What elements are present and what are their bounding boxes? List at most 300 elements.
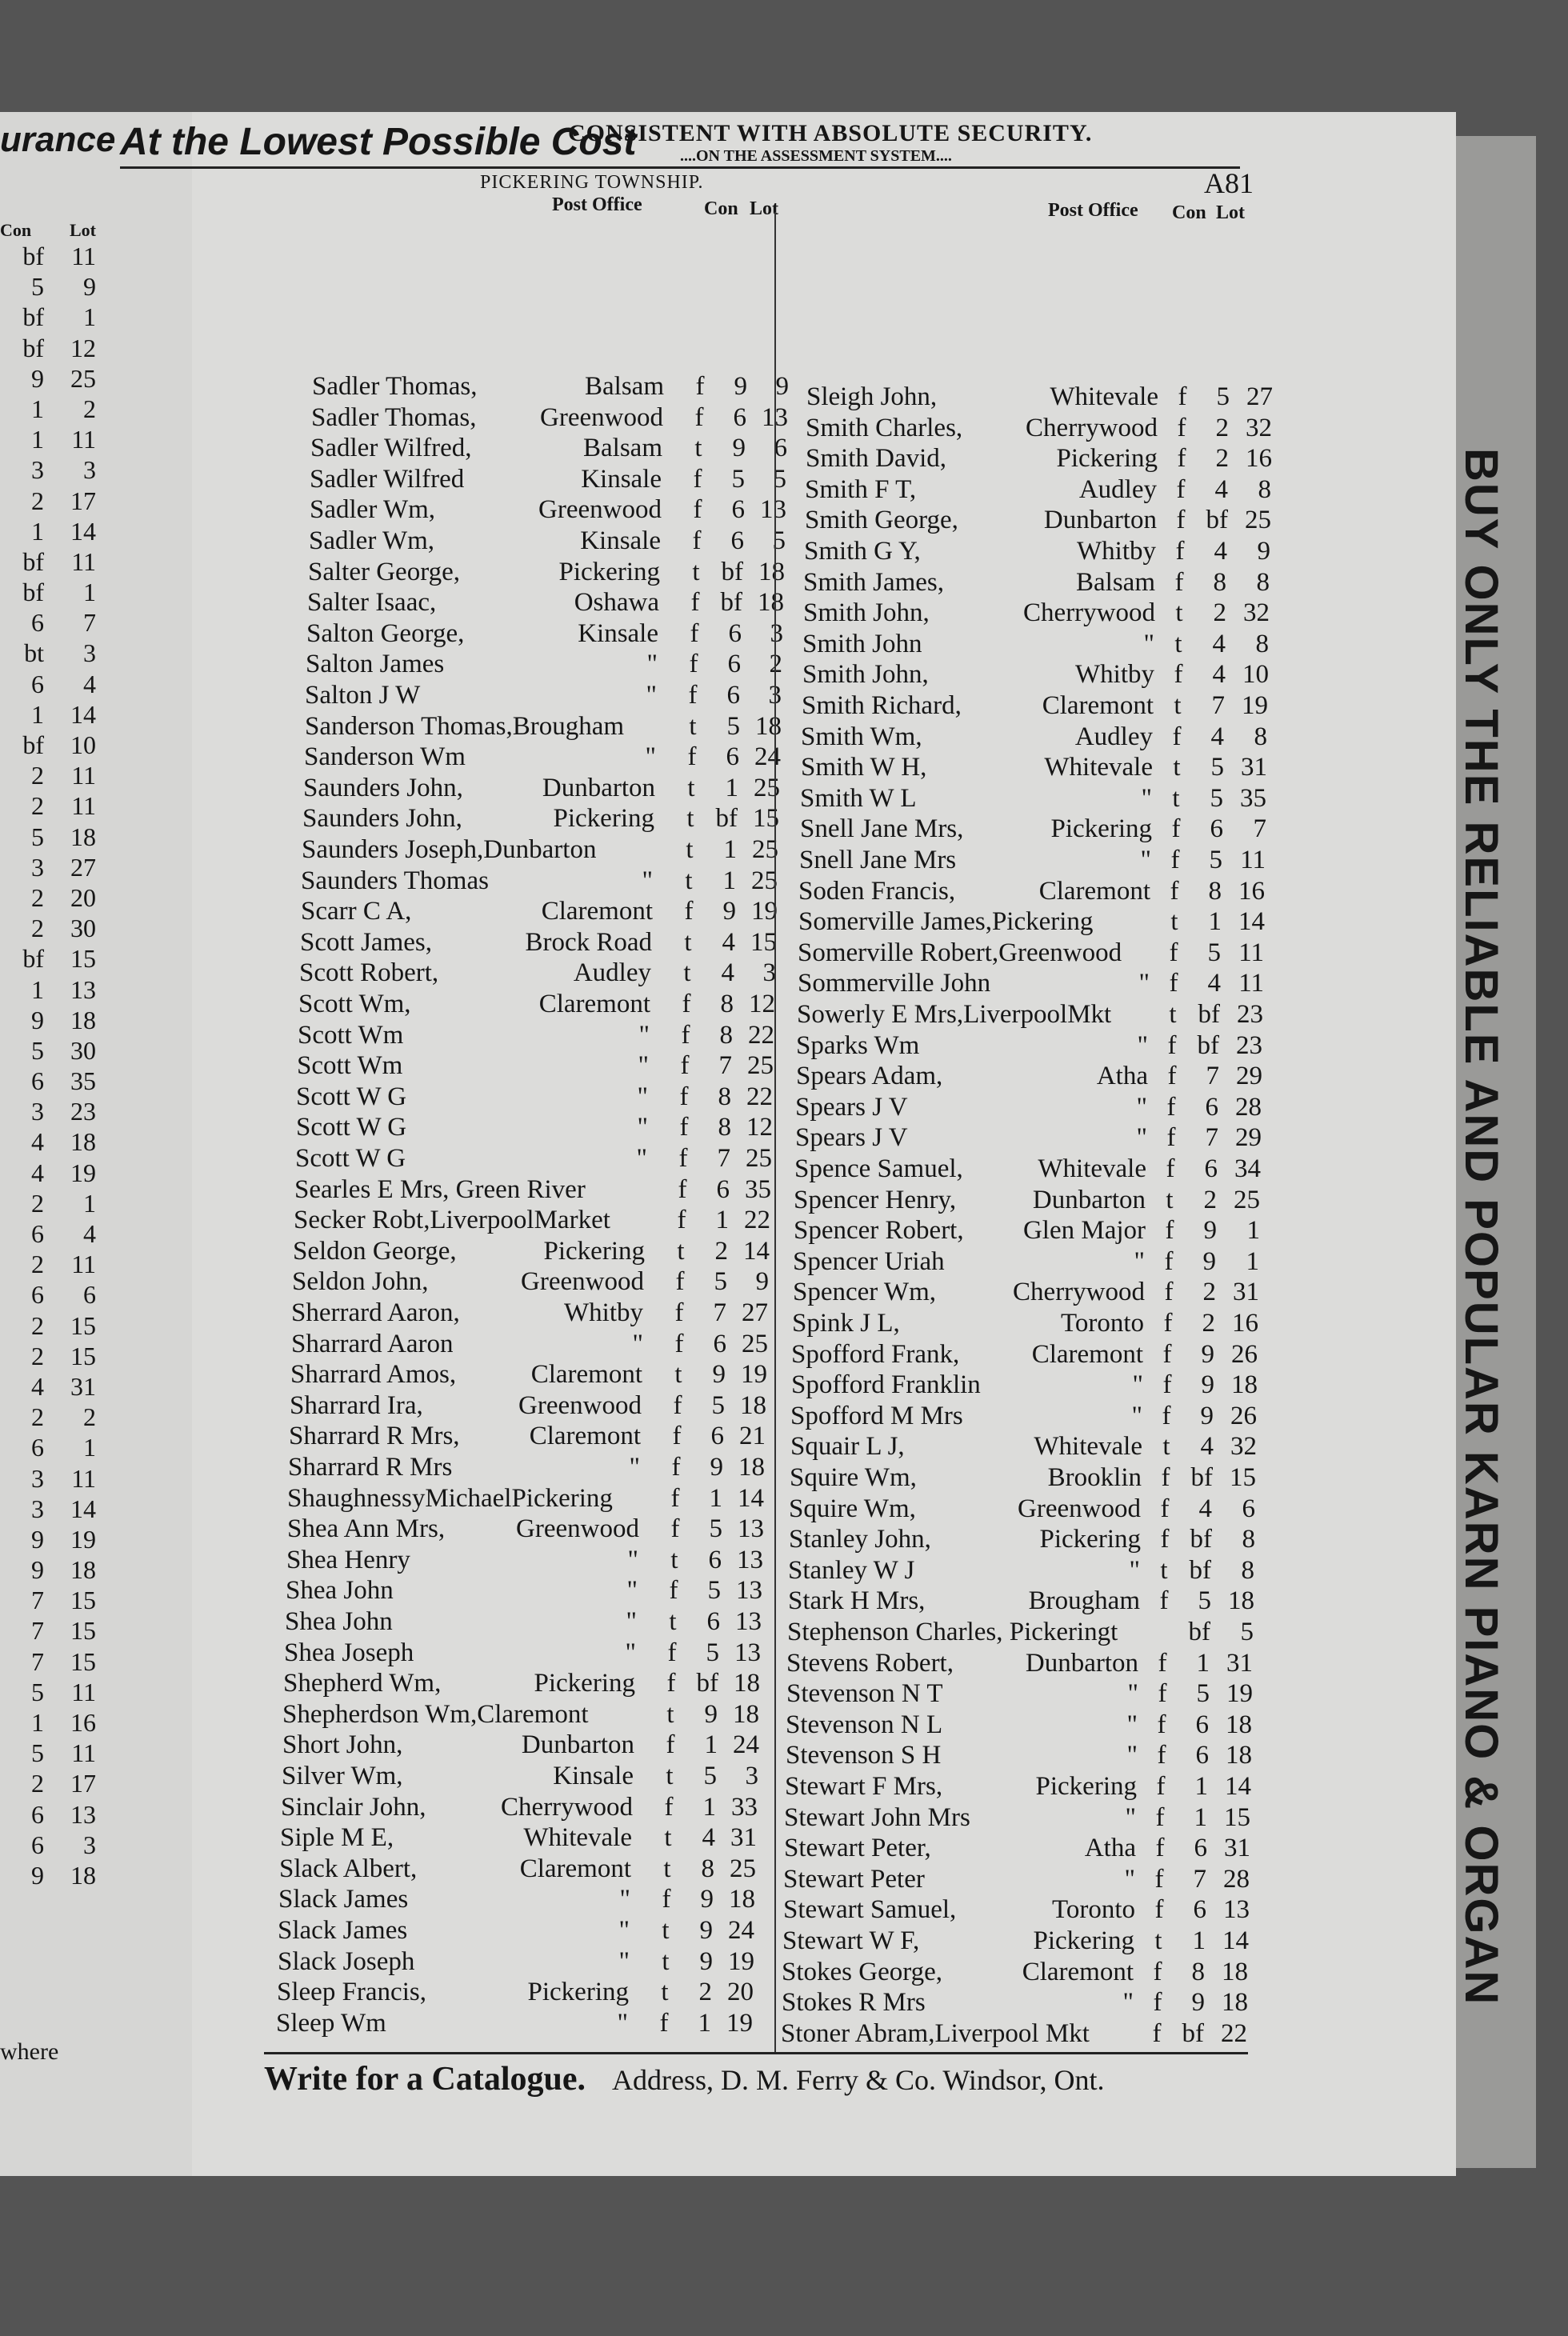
concession: 8 xyxy=(718,1113,731,1142)
left-con: 9 xyxy=(31,1005,44,1034)
concession: 6 xyxy=(731,495,745,525)
post-office: Whitby xyxy=(1075,660,1154,690)
concession: 2 xyxy=(1203,1185,1217,1214)
lot: 25 xyxy=(746,1144,772,1173)
directory-row xyxy=(284,1638,780,1669)
lot: 14 xyxy=(1225,1772,1251,1801)
resident-name: Sharrard R Mrs, xyxy=(289,1422,460,1451)
post-office: Kinsale xyxy=(581,464,662,494)
resident-name: Stark H Mrs, xyxy=(788,1586,926,1616)
directory-row xyxy=(278,1947,774,1978)
post-office: " xyxy=(1126,1710,1138,1739)
directory-row xyxy=(803,568,1299,598)
tenure: t xyxy=(677,1236,685,1266)
resident-name: Slack Joseph xyxy=(278,1946,415,1976)
post-office: Greenwood xyxy=(521,1267,644,1297)
left-lot: 9 xyxy=(83,272,96,302)
post-office: Greenwood xyxy=(518,1390,642,1420)
tenure: f xyxy=(693,464,702,494)
resident-name: Squire Wm, xyxy=(789,1494,916,1523)
concession: 2 xyxy=(698,1978,712,2007)
lot: 25 xyxy=(742,1329,768,1358)
concession: 5 xyxy=(1216,382,1230,411)
lot: 12 xyxy=(749,990,775,1018)
left-page-row xyxy=(0,730,96,761)
concession: 6 xyxy=(713,1329,726,1358)
left-page-row xyxy=(0,1127,96,1158)
resident-name: Sleigh John, xyxy=(806,382,938,411)
tenure: f xyxy=(1174,567,1184,597)
tenure: t xyxy=(664,1823,672,1853)
concession: 1 xyxy=(715,1206,729,1235)
footer-address: Address, D. M. Ferry & Co. Windsor, Ont. xyxy=(612,2064,1105,2096)
concession: 6 xyxy=(728,618,742,648)
directory-row xyxy=(294,1206,790,1236)
lot: 12 xyxy=(746,1113,773,1142)
lot: 13 xyxy=(1223,1895,1250,1925)
tenure: f xyxy=(1167,1062,1177,1091)
directory-row xyxy=(290,1360,786,1390)
post-office: Whitby xyxy=(564,1298,643,1327)
directory-row xyxy=(305,712,801,742)
directory-row xyxy=(790,1402,1286,1432)
lot: 8 xyxy=(1242,1525,1255,1554)
directory-row xyxy=(282,1730,778,1761)
left-lot: 17 xyxy=(70,486,96,515)
left-lot: 15 xyxy=(70,1586,96,1615)
resident-name: Stanley W J xyxy=(788,1555,915,1585)
post-office: Dunbarton xyxy=(1025,1648,1138,1678)
resident-name: Stewart F Mrs, xyxy=(785,1772,943,1801)
concession: bf xyxy=(1189,1555,1211,1585)
post-office: Audley xyxy=(1078,474,1157,504)
directory-row xyxy=(783,1865,1279,1895)
directory-row xyxy=(795,1093,1291,1123)
post-office: " xyxy=(1143,629,1154,658)
concession: 9 xyxy=(734,372,747,401)
left-page-row xyxy=(0,700,96,730)
lot: 14 xyxy=(743,1236,770,1266)
resident-name: Stewart John Mrs xyxy=(784,1802,970,1832)
tenure: f xyxy=(1176,506,1186,535)
resident-name: Saunders Joseph,Dunbarton xyxy=(302,835,597,864)
post-office: Whitby xyxy=(1077,537,1156,566)
left-lot: 6 xyxy=(83,1280,96,1310)
left-lot: 11 xyxy=(71,791,96,821)
resident-name: Smith John, xyxy=(803,598,930,628)
resident-name: Stoner Abram,Liverpool Mkt xyxy=(781,2018,1090,2048)
concession: 6 xyxy=(1195,1741,1209,1770)
resident-name: Sanderson Wm xyxy=(304,742,466,772)
left-lot: 25 xyxy=(70,363,96,393)
concession: 7 xyxy=(718,1051,732,1081)
left-con: 9 xyxy=(31,1555,44,1585)
post-office: Pickering xyxy=(1056,444,1158,474)
tenure: f xyxy=(662,1885,671,1914)
resident-name: Stevenson N T xyxy=(786,1679,943,1709)
directory-row xyxy=(794,1186,1290,1216)
post-office: Claremont xyxy=(1022,1957,1134,1986)
lot: 6 xyxy=(1242,1494,1255,1523)
resident-name: Seldon George, xyxy=(293,1236,457,1266)
directory-row xyxy=(285,1607,781,1638)
concession: 9 xyxy=(732,434,746,463)
resident-name: Shepherdson Wm,Claremont xyxy=(282,1699,589,1729)
tenure: f xyxy=(689,650,698,679)
concession: 5 xyxy=(1210,783,1223,813)
tenure: f xyxy=(679,1082,689,1111)
directory-row xyxy=(296,1113,792,1143)
tenure: t xyxy=(692,557,700,586)
left-lot: 30 xyxy=(70,914,96,943)
lot: 25 xyxy=(1234,1185,1260,1214)
directory-row xyxy=(310,495,806,526)
left-page-row xyxy=(0,944,96,974)
post-office: Glen Major xyxy=(1022,1216,1146,1246)
lot: 13 xyxy=(760,495,786,525)
directory-row xyxy=(286,1546,782,1576)
concession: 4 xyxy=(1214,474,1228,504)
left-page-row xyxy=(0,517,96,547)
directory-row xyxy=(298,990,794,1020)
resident-name: Smith G Y, xyxy=(804,537,921,566)
directory-row xyxy=(299,958,795,989)
left-lot: 14 xyxy=(70,516,96,546)
lot: 13 xyxy=(736,1576,762,1606)
left-page-row xyxy=(0,1066,96,1097)
left-lot: 30 xyxy=(70,1035,96,1065)
lot: 3 xyxy=(745,1762,758,1790)
concession: 1 xyxy=(1194,1772,1208,1801)
directory-row xyxy=(312,372,808,402)
resident-name: Sadler Thomas, xyxy=(312,372,478,401)
left-con: 3 xyxy=(31,1494,44,1523)
running-title: PICKERING TOWNSHIP. xyxy=(480,172,704,193)
lot: 16 xyxy=(1232,1309,1258,1338)
resident-name: Shea Joseph xyxy=(284,1638,414,1667)
concession: 9 xyxy=(1201,1370,1214,1400)
resident-name: Spencer Henry, xyxy=(794,1185,957,1214)
left-lot: 13 xyxy=(70,974,96,1004)
tenure: f xyxy=(684,897,694,926)
tenure: f xyxy=(1176,474,1186,504)
post-office: Kinsale xyxy=(553,1762,634,1790)
lot: 14 xyxy=(738,1483,764,1513)
tenure: f xyxy=(673,1390,682,1420)
left-lot: 3 xyxy=(83,638,96,668)
concession: 6 xyxy=(710,1422,724,1451)
directory-row xyxy=(805,506,1301,536)
left-lot: 3 xyxy=(83,455,96,485)
left-page-row xyxy=(0,883,96,914)
concession: 5 xyxy=(1198,1586,1211,1616)
resident-name: Saunders John, xyxy=(303,773,463,802)
post-office: " xyxy=(1124,1864,1135,1894)
lot: 18 xyxy=(740,1390,766,1420)
tenure: f xyxy=(1166,1154,1175,1183)
left-page-row xyxy=(0,1189,96,1219)
post-office: " xyxy=(626,1576,638,1606)
lot: 15 xyxy=(1224,1802,1250,1832)
lot: 33 xyxy=(731,1792,758,1822)
lot: 19 xyxy=(1242,691,1268,720)
resident-name: Scott W G xyxy=(295,1144,406,1173)
concession: 2 xyxy=(1202,1309,1215,1338)
resident-name: Snell Jane Mrs xyxy=(799,846,957,874)
post-office: " xyxy=(642,866,653,895)
lot: 13 xyxy=(734,1638,761,1667)
resident-name: Stewart Samuel, xyxy=(783,1895,957,1925)
lot: 1 xyxy=(1246,1246,1259,1276)
resident-name: Scott Wm xyxy=(298,1020,404,1050)
concession: 5 xyxy=(703,1762,717,1790)
tenure: f xyxy=(694,402,704,432)
left-con: 6 xyxy=(31,1219,44,1248)
concession: 4 xyxy=(1212,629,1226,658)
left-con: 3 xyxy=(31,852,44,882)
tenure: f xyxy=(678,1144,688,1173)
directory-row xyxy=(782,1988,1278,2018)
directory-row xyxy=(800,814,1296,845)
resident-name: Squair L J, xyxy=(790,1432,905,1462)
resident-name: Spencer Uriah xyxy=(793,1246,945,1276)
concession: 6 xyxy=(1195,1710,1209,1739)
left-lot: 18 xyxy=(70,822,96,851)
lot: 19 xyxy=(1226,1679,1253,1709)
concession: 9 xyxy=(700,1885,714,1914)
directory-row xyxy=(306,619,802,650)
concession: 7 xyxy=(1211,691,1225,720)
resident-name: Sharrard Amos, xyxy=(290,1360,457,1390)
tenure: t xyxy=(661,1978,669,2007)
left-page-row xyxy=(0,1494,96,1525)
left-lot: 11 xyxy=(71,425,96,454)
concession: 5 xyxy=(709,1514,722,1544)
left-con: 1 xyxy=(31,699,44,729)
resident-name: Stewart Peter xyxy=(783,1864,925,1894)
directory-row xyxy=(291,1330,787,1360)
left-lot: 10 xyxy=(70,730,96,759)
resident-name: Smith Wm, xyxy=(801,722,922,751)
concession: 6 xyxy=(706,1607,720,1636)
left-lot: 2 xyxy=(83,1402,96,1432)
left-lot-header: Lot xyxy=(750,198,778,219)
page-number: A81 xyxy=(1204,167,1254,199)
left-con: 9 xyxy=(31,363,44,393)
directory-row xyxy=(798,969,1294,999)
concession: 4 xyxy=(1212,660,1226,690)
left-page-row xyxy=(0,761,96,791)
left-page-row xyxy=(0,1525,96,1555)
lot: 23 xyxy=(1237,1000,1263,1029)
left-page-row xyxy=(0,1555,96,1586)
left-page-row xyxy=(0,975,96,1006)
concession: 9 xyxy=(1203,1216,1217,1246)
left-lot: 11 xyxy=(71,1463,96,1493)
directory-row xyxy=(302,804,798,834)
left-lot: 1 xyxy=(83,578,96,607)
left-page-row xyxy=(0,1800,96,1830)
left-page-row xyxy=(0,1311,96,1342)
concession: 4 xyxy=(702,1823,715,1853)
directory-row xyxy=(309,526,805,557)
directory-row xyxy=(300,928,796,958)
directory-row xyxy=(794,1216,1290,1246)
concession: 8 xyxy=(1191,1957,1205,1986)
tenure: t xyxy=(669,1607,677,1636)
resident-name: Scott W G xyxy=(296,1082,407,1111)
lot: 31 xyxy=(1226,1648,1253,1678)
left-con: 5 xyxy=(31,1035,44,1065)
resident-name: Soden Francis, xyxy=(798,876,956,906)
left-con: 6 xyxy=(31,608,44,638)
left-page-row xyxy=(0,1586,96,1616)
concession: 9 xyxy=(710,1453,723,1482)
post-office: Brock Road xyxy=(525,927,652,957)
lot: 1 xyxy=(1246,1216,1260,1246)
tenure: f xyxy=(659,2008,669,2038)
left-lot: 11 xyxy=(71,761,96,790)
post-office: Dunbarton xyxy=(1043,506,1157,535)
left-lot: 12 xyxy=(70,333,96,362)
directory-row xyxy=(280,1823,776,1854)
post-office: Whitevale xyxy=(1044,753,1153,782)
directory-row xyxy=(282,1700,778,1730)
vertical-advertisement xyxy=(1455,448,1508,2208)
resident-name: Salton George, xyxy=(306,618,465,648)
directory-row xyxy=(784,1834,1280,1864)
directory-row xyxy=(791,1370,1287,1401)
tenure: f xyxy=(1174,660,1183,690)
directory-row xyxy=(301,866,797,897)
resident-name: Secker Robt,LiverpoolMarket xyxy=(294,1206,610,1235)
left-page-row xyxy=(0,547,96,578)
lot: 18 xyxy=(733,1699,759,1729)
tenure: f xyxy=(1162,1401,1171,1430)
lot: 22 xyxy=(746,1082,773,1111)
concession: 8 xyxy=(718,1082,731,1111)
tenure: f xyxy=(677,1206,686,1235)
lot: 24 xyxy=(754,742,781,772)
concession: 1 xyxy=(1208,907,1222,937)
directory-row xyxy=(806,414,1302,444)
tenure: f xyxy=(1154,1864,1164,1894)
concession: 9 xyxy=(712,1360,726,1390)
resident-name: Shepherd Wm, xyxy=(283,1669,442,1698)
left-con: 5 xyxy=(31,1677,44,1706)
lot: 25 xyxy=(747,1051,774,1081)
concession: 8 xyxy=(701,1854,714,1883)
tenure: t xyxy=(686,804,694,834)
concession: bf xyxy=(715,804,738,834)
resident-name: Seldon John, xyxy=(292,1267,429,1297)
tenure: t xyxy=(662,1946,670,1976)
concession: 4 xyxy=(721,958,734,988)
directory-row xyxy=(789,1525,1285,1555)
directory-row xyxy=(294,1175,790,1206)
post-office: Cherrywood xyxy=(1013,1278,1145,1307)
post-office: " xyxy=(1137,1030,1148,1060)
post-office: Claremont xyxy=(530,1360,642,1390)
left-con: 2 xyxy=(31,486,44,515)
left-con: 2 xyxy=(31,1188,44,1218)
left-lot: 11 xyxy=(71,1677,96,1706)
left-con: 1 xyxy=(31,425,44,454)
lot: 3 xyxy=(770,618,783,648)
post-office: " xyxy=(629,1453,640,1482)
tenure: f xyxy=(1164,1278,1174,1307)
left-con: 7 xyxy=(31,1586,44,1615)
concession: 1 xyxy=(698,2008,711,2038)
left-page-row xyxy=(0,302,96,333)
directory-row xyxy=(789,1494,1285,1525)
post-office: " xyxy=(1136,1092,1147,1122)
lot: 15 xyxy=(1230,1463,1256,1492)
lot: 5 xyxy=(1240,1618,1254,1646)
post-office: Greenwood xyxy=(516,1514,639,1544)
post-office: Pickering xyxy=(543,1236,645,1266)
left-page-footer: where xyxy=(0,2038,59,2065)
left-page-row xyxy=(0,578,96,608)
post-office: " xyxy=(1126,1741,1138,1770)
concession: 1 xyxy=(1196,1648,1210,1678)
post-office: " xyxy=(638,1051,649,1081)
lot: 25 xyxy=(752,835,778,864)
directory-row xyxy=(802,660,1298,690)
lot: 28 xyxy=(1235,1092,1262,1122)
left-con: 1 xyxy=(31,974,44,1004)
lot: 8 xyxy=(1256,567,1270,597)
post-office: " xyxy=(618,1916,630,1945)
left-page-row xyxy=(0,1708,96,1738)
post-office: Whitevale xyxy=(523,1823,632,1853)
post-office: Oshawa xyxy=(574,588,659,618)
lot: 23 xyxy=(1236,1030,1262,1060)
post-office: " xyxy=(1132,1370,1143,1400)
concession: 5 xyxy=(706,1638,719,1667)
left-lot-header: Lot xyxy=(70,220,96,240)
tenure: f xyxy=(670,1483,680,1513)
resident-name: Sanderson Thomas,Brougham xyxy=(305,711,625,741)
tenure: f xyxy=(1167,1030,1177,1060)
left-page-row xyxy=(0,1647,96,1678)
resident-name: Smith W H, xyxy=(801,753,927,782)
left-lot: 31 xyxy=(70,1371,96,1401)
left-lot: 35 xyxy=(70,1066,96,1096)
post-office: Claremont xyxy=(1042,691,1154,720)
left-con: 4 xyxy=(31,1158,44,1187)
directory-row xyxy=(798,938,1294,969)
tenure: f xyxy=(1158,1679,1167,1709)
vertical-ad-text: BUY ONLY THE RELIABLE AND POPULAR KARN PIANO & ORGAN xyxy=(1455,448,1507,2006)
left-con: 5 xyxy=(31,1738,44,1768)
concession: 4 xyxy=(1210,722,1224,751)
lot: 22 xyxy=(1221,2018,1247,2048)
tenure: f xyxy=(693,495,702,525)
left-page-row xyxy=(0,334,96,364)
concession: 9 xyxy=(1200,1401,1214,1430)
tenure: f xyxy=(1166,1123,1176,1153)
post-office: Pickering xyxy=(527,1978,629,2007)
post-office: " xyxy=(617,2008,628,2038)
left-lot: 20 xyxy=(70,882,96,912)
lot: 25 xyxy=(730,1854,756,1883)
left-page-row xyxy=(0,1006,96,1036)
concession: 1 xyxy=(709,1483,722,1513)
left-con: 6 xyxy=(31,1830,44,1859)
directory-row xyxy=(310,434,806,464)
lot: 18 xyxy=(755,711,782,741)
